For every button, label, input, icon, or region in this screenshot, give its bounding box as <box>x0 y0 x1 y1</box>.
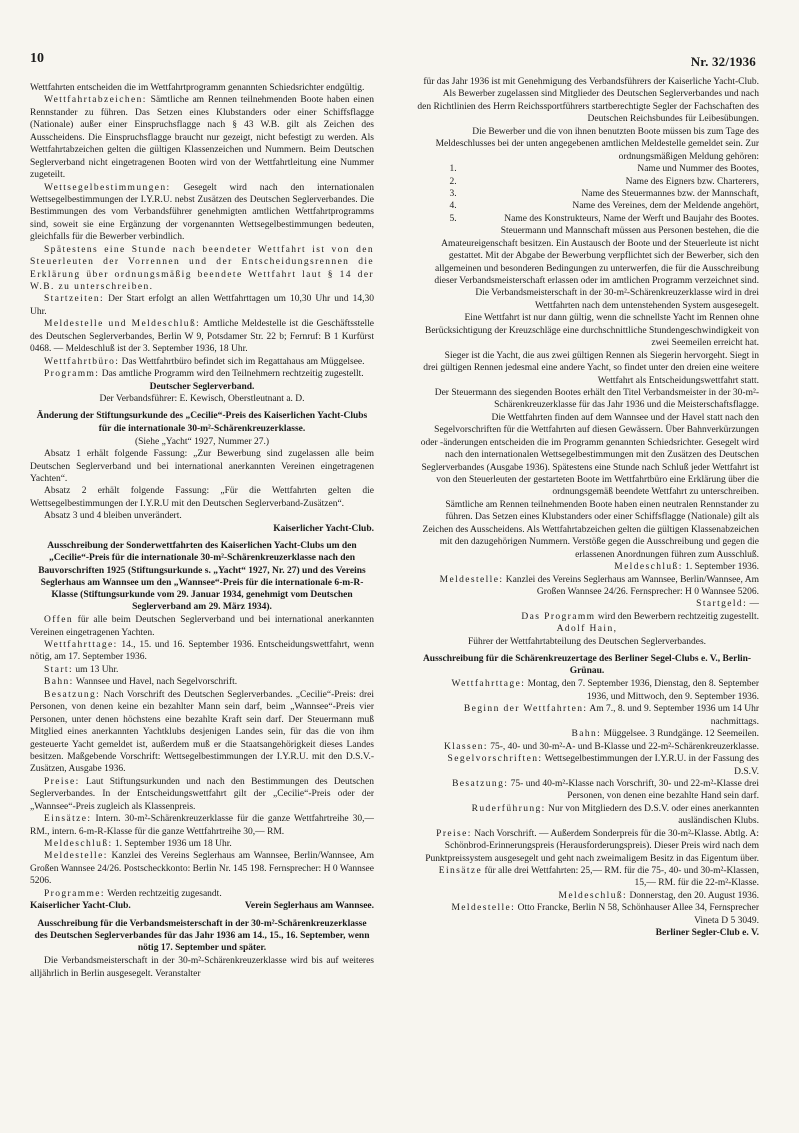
left-column <box>30 82 374 1122</box>
paragraph: Wettsegelbestimmungen: Gesegelt wird nach den internationalen Wettsegelbestimmungen der I.Y.R.U. nebst Zusätzen des Deutschen Seglerverbandes. Die Bestimmungen des vom Verbandsführer genehmigten amtlichen Wettfahrtprogramms sind, soweit sie eine Ergänzung der vorgenannten Wettsegelbestimmungen bedeuten, gleichfalls für die Bewerber verbindlich. <box>30 182 374 243</box>
paragraph: Einsätze: Intern. 30-m²-Schärenkreuzerklasse für die ganze Wettfahrtreihe 30,— RM., intern. 6-m-R-Klasse für die ganze Wettfahrtreihe 30,— RM. <box>30 814 374 837</box>
paragraph: Absatz 2 erhält folgende Fassung: „Für die Wettfahrten gelten die Wettsegelbestimmungen der I.Y.R.U mit den Deutschen Seglerverband-Zusätzen“. <box>30 486 374 509</box>
paragraph: Sieger ist die Yacht, die aus zwei gültigen Rennen als Siegerin hervorgeht. Siegt in drei gültigen Rennen jedesmal eine andere Yacht, so findet unter den dreien eine weitere Wettfahrt als Entscheidungswettfahrt statt. <box>423 350 759 386</box>
page-number: 10 <box>30 51 44 66</box>
paragraph: Die Verbandsmeisterschaft in der 30-m²-Schärenkreuzerklasse wird bis auf weiteres alljährlich in Berlin ausgesegelt. Veranstalter <box>30 956 374 979</box>
signature-person: Der Verbandsführer: E. Kewisch, Oberstleutnant a. D. <box>99 393 305 404</box>
paragraph: Programme: Werden rechtzeitig zugesandt. <box>44 888 222 899</box>
section-heading: Änderung der Stiftungsurkunde des „Cecilie“-Preis des Kaiserlichen Yacht-Clubs für die internationale 30-m²-Schärenkreuzerklasse. <box>36 411 368 434</box>
paragraph: Spätestens eine Stunde nach beendeter Wettfahrt ist von den Steuerleuten der Vorrennen und der Entscheidungsrennen die Erklärung über ordnungsmäßig beendete Wettfahrt laut § 14 der W.B. zu unterschreiben. <box>30 244 374 292</box>
paragraph: Wettfahrttage: 14., 15. und 16. September 1936. Entscheidungswettfahrt, wenn nötig, am 17. September 1936. <box>30 640 374 663</box>
paragraph: Wettfahrttage: Montag, den 7. September 1936, Dienstag, den 8. September 1936, und Mittwoch, den 9. September 1936. <box>451 679 759 702</box>
paragraph: Preise: Laut Stiftungsurkunden und nach den Bestimmungen des Deutschen Seglerverbandes. In der Entscheidungswettfahrt gilt der „Cecilie“-Preis oder der „Wannsee“-Preis zugleich als Klassenpreis. <box>30 776 374 812</box>
paragraph: Als Bewerber zugelassen sind Mitglieder des Deutschen Seglerverbandes und nach den Richtlinien des Herrn Reichssportführers startberechtigte Segler der Fachschaften des Deutschen Reichsbundes für Leibesübungen. <box>417 89 759 125</box>
paragraph: Steuermann und Mannschaft müssen aus Personen bestehen, die die Amateureigenschaft besitzen. Ein Austausch der Boote und der Steuerleute ist nicht gestattet. Mit der Abgabe der Bewerbung verpflichtet sich der Bewerber, sich den allgemeinen und besonderen Bedingungen zu unterwerfen, die für die Ausschreibung dieser Verbandsmeisterschaft erlassen oder im amtlichen Programm verzeichnet sind. <box>434 226 759 286</box>
paragraph: Die Verbandsmeisterschaft in der 30-m²-Schärenkreuzerklasse wird in drei Wettfahrten nach dem untenstehenden System ausgesegelt. <box>475 288 759 311</box>
signature-name: Adolf Hain, <box>556 624 618 635</box>
paragraph: Programm: Das amtliche Programm wird den Teilnehmern rechtzeitig zugestellt. <box>44 369 364 380</box>
signature-row <box>30 900 374 912</box>
paragraph: Meldeschluß: 1. September 1936. <box>614 562 759 573</box>
issue-number: Nr. 32/1936 <box>690 54 756 69</box>
paragraph: Wettfahrtabzeichen: Sämtliche am Rennen teilnehmenden Boote haben einen Rennstander zu führen. Das Setzen eines Klubstanders oder einer Schiffsflagge (Nationale) außer einer Einspruchsflagge nach § 43 W.B. gilt als Zeichen des Ausscheidens. Die Einspruchsflagge braucht nur gezeigt, nicht befestigt zu werden. Als Wettfahrtabzeichen gelten die gültigen Klassenzeichen und Nummern. Beim Deutschen Seglerverband nicht eingetragenen Booten wird von der Wettfahrtleitung eine Nummer zugeteilt. <box>30 95 374 181</box>
paragraph: Absatz 1 erhält folgende Fassung: „Zur Bewerbung sind zugelassen alle beim Deutschen Seglerverband und bei international anerkannten Vereinen eingetragenen Yachten“. <box>30 449 374 484</box>
paragraph: Startzeiten: Der Start erfolgt an allen Wettfahrttagen um 10,30 Uhr und 14,30 Uhr. <box>30 294 374 317</box>
section-heading: Ausschreibung für die Verbandsmeisterschaft in der 30-m²-Schärenkreuzerklasse des Deutschen Seglerverbandes für das Jahr 1936 am 14., 15., 16. September, wenn nötig 17. September und später. <box>34 918 370 953</box>
paragraph: Meldeschluß: Donnerstag, den 20. August 1936. <box>558 890 759 901</box>
paragraph: Absatz 3 und 4 bleiben unverändert. <box>44 511 182 522</box>
paragraph: Meldeschluß: 1. September 1936 um 18 Uhr. <box>44 839 232 849</box>
paragraph: Preise: Nach Vorschrift. — Außerdem Sonderpreis für die 30-m²-Klasse. Abtlg. A: Schönbrod-Erinnerungspreis (Herausforderungspreis). Dieser Preis wird nach dem Punktpreissystem ausgesegelt und geht nach zweimaligem Besitz in das Eigentum über. <box>425 828 759 864</box>
signature: Kaiserlicher Yacht-Club. <box>273 523 374 534</box>
list-item: 5. Name des Konstrukteurs, Name der Werft und Baujahr des Bootes. <box>459 213 759 225</box>
signature-right: Verein Seglerhaus am Wannsee. <box>244 901 374 912</box>
paragraph: Ruderführung: Nur von Mitgliedern des D.S.V. oder eines anerkannten ausländischen Klubs. <box>471 803 759 827</box>
paragraph: Einsätze für alle drei Wettfahrten: 25,— RM. für die 75-, 40- und 30-m²-Klassen, 15,— RM. für die 22-m²-Klasse. <box>438 866 759 889</box>
paragraph: Besatzung: 75- und 40-m²-Klasse nach Vorschrift, 30- und 22-m²-Klasse drei Personen, von denen eine bezahlte Hand sein darf. <box>452 778 759 802</box>
list-item: 4. Name des Vereines, dem der Meldende angehört, <box>459 200 759 212</box>
paragraph: Bahn: Müggelsee. 3 Rundgänge. 12 Seemeilen. <box>571 729 759 740</box>
paragraph: Das Programm wird den Bewerbern rechtzeitig zugestellt. <box>521 611 759 622</box>
paragraph: Die Bewerber und die von ihnen benutzten Boote müssen bis zum Tage des Meldeschlusses bei der unten angegebenen amtlichen Meldestelle gemeldet sein. Zur ordnungsmäßigen Meldung gehören: <box>435 126 759 162</box>
paragraph: Segelvorschriften: Wettsegelbestimmungen der I.Y.R.U. in der Fassung des D.S.V. <box>447 754 759 777</box>
section-subheading: (Siehe „Yacht“ 1927, Nummer 27.) <box>134 436 270 447</box>
paragraph: Klassen: 75-, 40- und 30-m²-A- und B-Klasse und 22-m²-Schärenkreuzerklasse. <box>443 741 759 752</box>
paragraph: Wettfahrten entscheiden die im Wettfahrtprogramm genannten Schiedsrichter endgültig. <box>30 83 365 93</box>
paragraph: Die Wettfahrten finden auf dem Wannsee und der Havel statt nach den Segelvorschriften für die Wettfahrten auf diesen Gewässern. Über Bahnverkürzungen oder -änderungen entscheiden die im Programm genannten Schiedsrichter. Gesegelt wird nach den internationalen Wettsegelbestimmungen mit den Zusätzen des Deutschen Seglerverbandes (Ausgabe 1936). Spätestens eine Stunde nach Schluß jeder Wettfahrt ist von den Steuerleuten der gestarteten Boote im Wettfahrtbüro eine Erklärung über die ordnungsgemäß beendete Wettfahrt zu unterschreiben. <box>420 412 759 498</box>
paragraph: Startgeld: — <box>696 599 759 610</box>
paragraph: Der Steuermann des siegenden Bootes erhält den Titel Verbandsmeister in der 30-m²-Schärenkreuzerklasse für das Jahr 1936 und die Meisterschaftsflagge. <box>434 387 759 411</box>
paragraph: Meldestelle und Meldeschluß: Amtliche Meldestelle ist die Geschäftsstelle des Deutschen Seglerverbandes, Berlin W 9, Potsdamer Str. 22 b; Fernruf: B 1 Kurfürst 0468. — Meldeschluß ist der 3. September 1936, 18 Uhr. <box>30 319 374 355</box>
signature: Berliner Segler-Club e. V. <box>655 928 759 939</box>
paragraph: Bahn: Wannsee und Havel, nach Segelvorschrift. <box>44 677 238 688</box>
signature-title: Führer der Wettfahrtabteilung des Deutschen Seglerverbandes. <box>467 636 707 647</box>
paragraph: Eine Wettfahrt ist nur dann gültig, wenn die schnellste Yacht im Rennen ohne Berücksichtigung der Kreuzschläge eine durchschnittliche Stundengeschwindigkeit von zwei Seemeilen erreicht hat. <box>425 313 759 349</box>
list-item: 1. Name und Nummer des Bootes, <box>459 163 759 175</box>
paragraph: Besatzung: Nach Vorschrift des Deutschen Seglerverbandes. „Cecilie“-Preis: drei Personen, von denen keine ein bezahlter Mann sein darf, beim „Wannsee“-Preis vier Personen, unter denen höchstens eine bezahlte Kraft sein darf. Der Steuermann muß Mitglied eines anerkannten Yachtklubs desjenigen Landes sein, für das die von ihm gesteuerte Yacht gemeldet ist, außerdem muß er die Staatsangehörigkeit dieses Landes besitzen. Maßgebende Vorschrift: Wettsegelbestimmungen der I.Y.R.U. mit den D.S.V.-Zusätzen, Ausgabe 1936. <box>30 689 374 775</box>
list-item: 3. Name des Steuermannes bzw. der Mannschaft, <box>459 188 759 200</box>
section-heading: Ausschreibung der Sonderwettfahrten des Kaiserlichen Yacht-Clubs um den „Cecilie“-Preis für die internationale 30-m²-Schärenkreuzerklasse nach den Bauvorschriften 1925 (Stiftungsurkunde s. „Yacht“ 1927, Nr. 27) und des Vereins Seglerhaus am Wannsee um den „Wannsee“-Preis für die internationale 6-m-R-Klasse (Stiftungsurkunde vom 29. Januar 1934, genehmigt vom Deutschen Seglerverband am 29. März 1934). <box>38 541 366 612</box>
paragraph: Meldestelle: Kanzlei des Vereins Seglerhaus am Wannsee, Berlin/Wannsee, Am Großen Wannsee 24/26. Fernsprecher: H 0 Wannsee 5206. <box>439 574 759 597</box>
signature-left: Kaiserlicher Yacht-Club. <box>30 901 131 912</box>
right-column <box>415 76 759 1086</box>
list-item: 2. Name des Eigners bzw. Charterers, <box>459 176 759 188</box>
paragraph: Meldestelle: Otto Francke, Berlin N 58, Schönhauser Allee 34, Fernsprecher Vineta D 5 3049. <box>451 903 759 926</box>
paragraph: für das Jahr 1936 ist mit Genehmigung des Verbandsführers der Kaiserliche Yacht-Club. <box>423 77 759 87</box>
paragraph: Offen für alle beim Deutschen Seglerverband und bei international anerkannten Vereinen eingetragenen Yachten. <box>30 615 374 638</box>
paragraph: Meldestelle: Kanzlei des Vereins Seglerhaus am Wannsee, Berlin/Wannsee, Am Großen Wannsee 24/26. Postscheckkonto: Berlin Nr. 145 198. Fernsprecher: H 0 Wannsee 5206. <box>30 851 374 887</box>
paragraph: Sämtliche am Rennen teilnehmenden Boote haben einen neutralen Rennstander zu führen. Das Setzen eines Klubstanders oder einer Schiffsflagge (Nationale) gilt als Zeichen des Ausscheidens. Als Wettfahrtabzeichen gelten die gültigen Klassenabzeichen mit den dazugehörigen Nummern. Verstöße gegen die Ausschreibung und gegen die erlassenen Anordnungen führen zum Ausschluß. <box>422 499 759 560</box>
registration-list <box>415 163 759 225</box>
section-heading: Ausschreibung für die Schärenkreuzertage des Berliner Segel-Clubs e. V., Berlin-Grünau. <box>422 654 752 677</box>
signature-organization: Deutscher Seglerverband. <box>149 381 255 392</box>
paragraph: Beginn der Wettfahrten: Am 7., 8. und 9. September 1936 um 14 Uhr nachmittags. <box>463 704 759 727</box>
paragraph: Start: um 13 Uhr. <box>44 664 119 675</box>
paragraph: Wettfahrtbüro: Das Wettfahrtbüro befindet sich im Regattahaus am Müggelsee. <box>44 356 365 367</box>
